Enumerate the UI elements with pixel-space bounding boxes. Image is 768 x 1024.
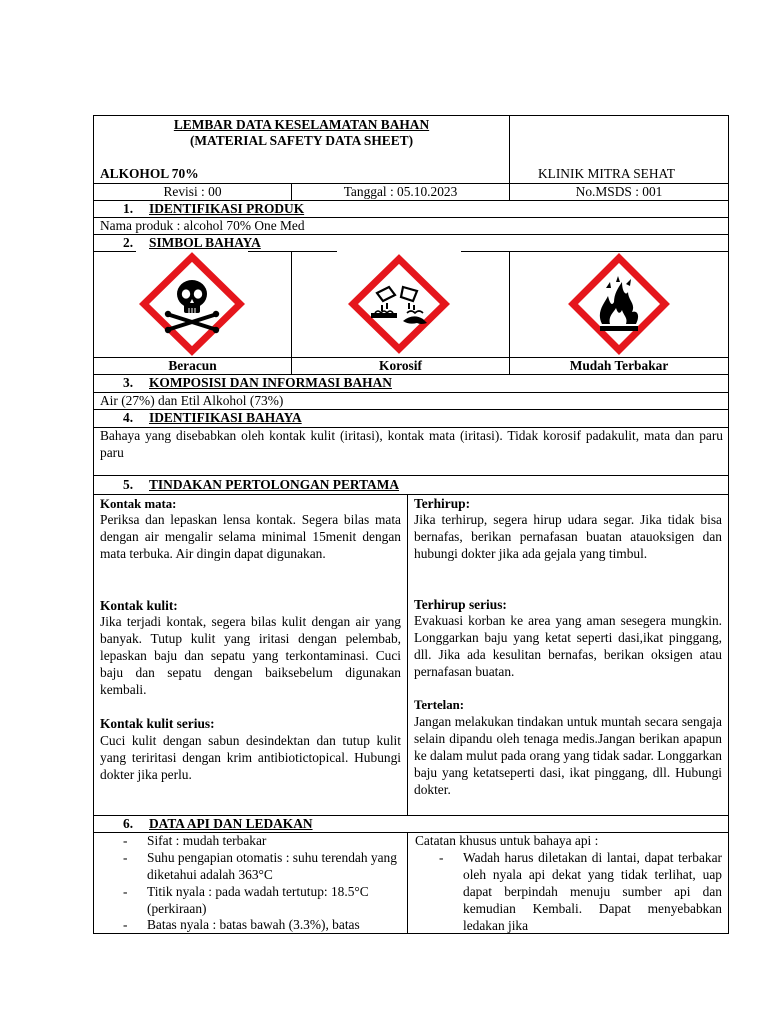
col-divider (509, 251, 510, 374)
first-aid-inhaled-heading: Terhirup: (414, 496, 471, 511)
clinic-name: KLINIK MITRA SEHAT (538, 166, 675, 181)
title-indonesian: LEMBAR DATA KESELAMATAN BAHAN (173, 117, 430, 132)
first-aid-eye-text: Periksa dan lepaskan lensa kontak. Segera bilas mata dengan air mengalir selama minimal 15menit dengan mata terbuka. Air dingin dapat digunakan. (100, 512, 401, 561)
section-3-heading (123, 375, 392, 391)
list-bullet: - (123, 884, 128, 899)
title-english: (MATERIAL SAFETY DATA SHEET) (189, 133, 414, 148)
fire-special-note-item: Wadah harus diletakan di lantai, dapat terbakar oleh nyala api dekat yang tidak terlihat, uap dapat berpindah menuju sumber api dan kemudian Kembali. Dapat menyebabkan ledakan jika (463, 850, 722, 933)
section-title: IDENTIFIKASI PRODUK (149, 201, 305, 216)
col-divider (509, 115, 510, 184)
composition-text: Air (27%) dan Etil Alkohol (73%) (100, 393, 284, 408)
flame-icon (566, 252, 672, 356)
first-aid-ingested-text: Jangan melakukan tindakan untuk muntah secara sengaja selain dipandu oleh tenaga medis.Jangan berikan apapun ke dalam mulut pada orang yang tidak sadar. Longgarkan baju yang ketatseperti dasi, ikat pinggang, dll. Hubungi dokter. (414, 714, 722, 797)
revision-number: Revisi : 00 (163, 184, 222, 199)
skull-crossbones-icon (136, 251, 248, 357)
section-number: 6. (123, 816, 134, 831)
section-number: 1. (123, 201, 134, 216)
row-divider (93, 475, 729, 476)
fire-property-item: Titik nyala : pada wadah tertutup: 18.5°C (perkiraan) (147, 884, 369, 916)
product-name: Nama produk : alcohol 70% One Med (100, 218, 305, 233)
issue-date: Tanggal : 05.10.2023 (343, 184, 458, 199)
section-number: 3. (123, 375, 134, 390)
col-divider (407, 832, 408, 933)
list-bullet: - (439, 850, 444, 865)
section-6-heading (123, 816, 313, 832)
first-aid-eye-heading: Kontak mata: (100, 497, 177, 511)
first-aid-skin-heading: Kontak kulit: (100, 598, 178, 613)
fire-property-item: Batas nyala : batas bawah (3.3%), batas (147, 917, 360, 932)
table-border-top (93, 115, 729, 116)
section-number: 4. (123, 410, 134, 425)
table-border-left (93, 115, 94, 934)
first-aid-inhaled-text: Jika terhirup, segera hirup udara segar. Jika tidak bisa bernafas, berikan pernafasan buatan atauoksigen dan hubungi dokter jika ada gejala yang timbul. (414, 512, 722, 561)
list-bullet: - (123, 850, 128, 865)
section-5-heading (123, 477, 399, 493)
section-title: SIMBOL BAHAYA (149, 235, 261, 250)
corrosion-icon (337, 251, 461, 357)
first-aid-skin-text: Jika terjadi kontak, segera bilas kulit dengan air yang banyak. Tutup kulit yang iritasi dengan pelembab, lepaskan baju dan sepatu yang terkontaminasi. Cuci baju dan sepatu dengan baiksebelum digunakan kembali. (100, 614, 401, 697)
first-aid-serious-inhaled-text: Evakuasi korban ke area yang aman sesegera mungkin. Longgarkan baju yang ketat seperti dasi,ikat pinggang, dll. Jika ada kesulitan bernafas, berikan oksigen atau pernafasan buatan. (414, 613, 722, 679)
col-divider (407, 494, 408, 815)
list-bullet: - (123, 917, 128, 932)
section-number: 2. (123, 235, 134, 250)
first-aid-serious-skin-heading: Kontak kulit serius: (100, 716, 215, 731)
first-aid-ingested-heading: Tertelan: (414, 698, 464, 712)
section-4-heading (123, 410, 302, 426)
fire-property-item: Suhu pengapian otomatis : suhu terendah yang diketahui adalah 363°C (147, 850, 397, 882)
section-title: TINDAKAN PERTOLONGAN PERTAMA (149, 477, 400, 492)
hazard-identification-text: Bahaya yang disebabkan oleh kontak kulit (iritasi), kontak mata (iritasi). Tidak korosif padakulit, mata dan paru paru (100, 428, 723, 460)
product-name-header: ALKOHOL 70% (100, 166, 199, 181)
section-2-heading (123, 235, 261, 251)
fire-property-item: Sifat : mudah terbakar (147, 833, 267, 848)
msds-number: No.MSDS : 001 (575, 184, 663, 199)
fire-special-note-intro: Catatan khusus untuk bahaya api : (415, 833, 599, 848)
table-border-right (728, 115, 729, 934)
first-aid-serious-skin-text: Cuci kulit dengan sabun desindektan dan tutup kulit yang teriritasi dengan krim antibiotictopical. Hubungi dokter jika perlu. (100, 733, 401, 782)
row-divider (93, 494, 729, 495)
col-divider (291, 251, 292, 374)
section-title: KOMPOSISI DAN INFORMASI BAHAN (149, 375, 392, 390)
symbol-label-beracun: Beracun (168, 358, 217, 373)
section-title: IDENTIFIKASI BAHAYA (149, 410, 302, 425)
symbol-label-mudah-terbakar: Mudah Terbakar (569, 358, 669, 373)
section-title: DATA API DAN LEDAKAN (149, 816, 313, 831)
section-1-heading (123, 201, 304, 217)
first-aid-serious-inhaled-heading: Terhirup serius: (414, 597, 507, 612)
section-number: 5. (123, 477, 134, 492)
list-bullet: - (123, 833, 128, 848)
symbol-label-korosif: Korosif (379, 358, 422, 373)
